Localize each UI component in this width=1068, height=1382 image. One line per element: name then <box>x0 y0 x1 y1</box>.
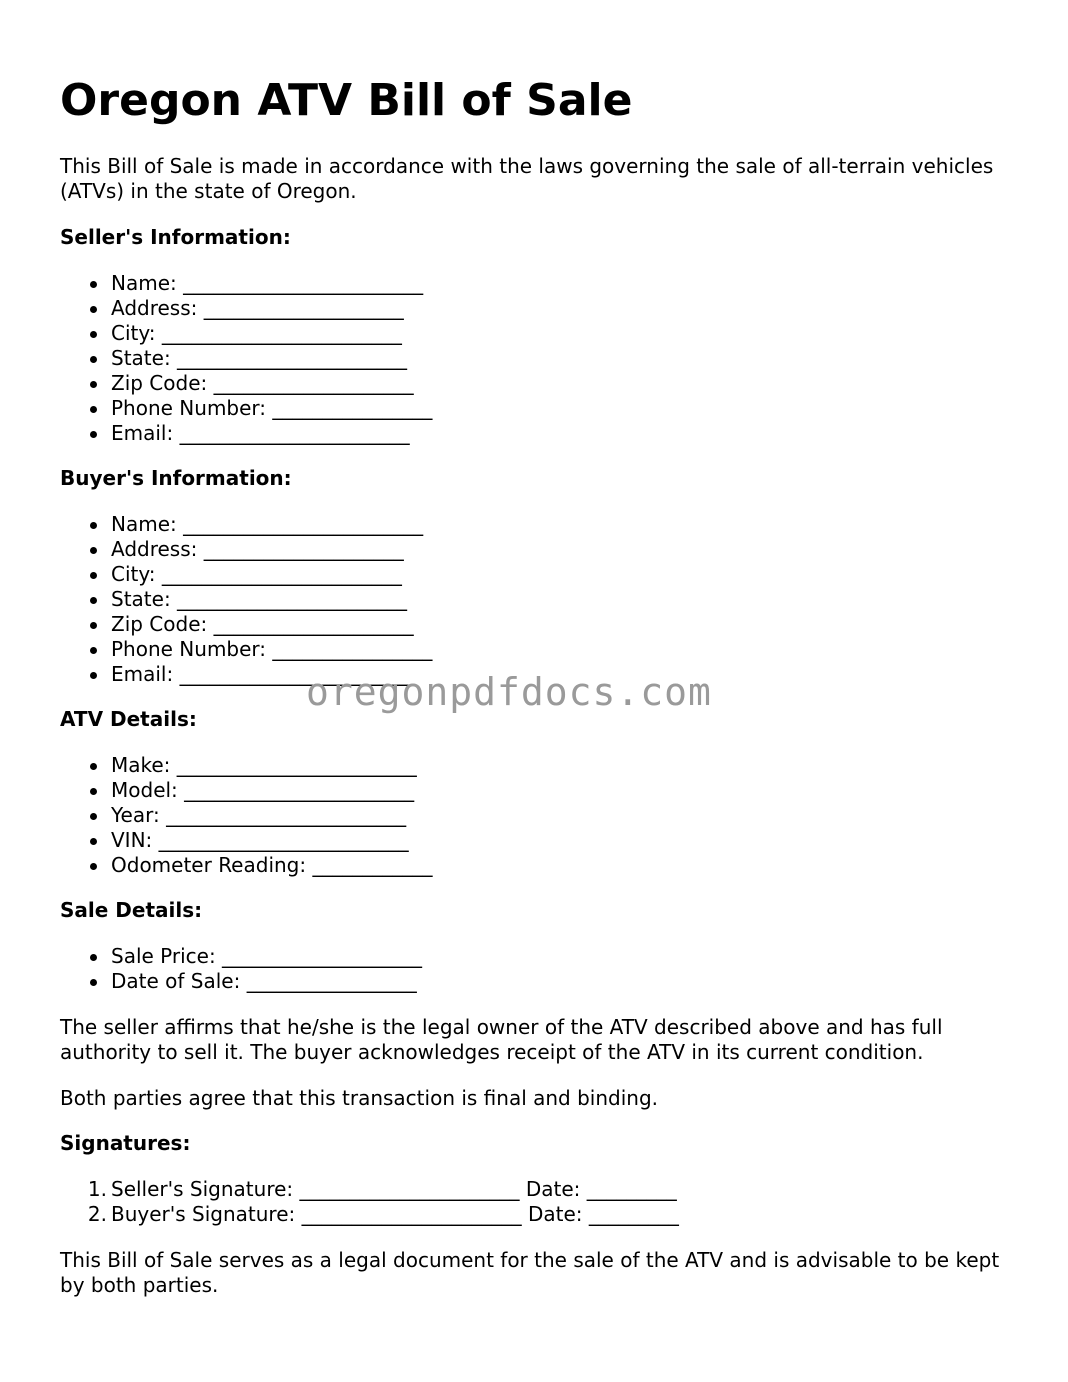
closing-paragraph: This Bill of Sale serves as a legal document for the sale of the ATV and is advisable to be kept by both parties. <box>60 1248 1000 1297</box>
buyer-signature-text: Buyer's Signature: ______________________ Date: _________ <box>111 1202 679 1226</box>
buyer-fields-list <box>60 512 432 687</box>
buyer-address-field: Address: ____________________ <box>60 537 432 562</box>
seller-name-field: Name: ________________________ <box>60 271 432 296</box>
page-title: Oregon ATV Bill of Sale <box>60 75 633 126</box>
buyer-signature-line <box>60 1202 679 1227</box>
atv-fields-list <box>60 753 432 878</box>
buyer-zip-field: Zip Code: ____________________ <box>60 612 432 637</box>
seller-zip-field: Zip Code: ____________________ <box>60 371 432 396</box>
final-paragraph: Both parties agree that this transaction is final and binding. <box>60 1086 659 1110</box>
sale-heading: Sale Details: <box>60 898 203 922</box>
sale-date-field: Date of Sale: _________________ <box>60 969 422 994</box>
list-number: 2. <box>87 1202 107 1226</box>
seller-city-field: City: ________________________ <box>60 321 432 346</box>
seller-email-field: Email: _______________________ <box>60 421 432 446</box>
seller-signature-text: Seller's Signature: ______________________ Date: _________ <box>111 1177 677 1201</box>
buyer-city-field: City: ________________________ <box>60 562 432 587</box>
buyer-heading: Buyer's Information: <box>60 466 292 490</box>
buyer-name-field: Name: ________________________ <box>60 512 432 537</box>
atv-odometer-field: Odometer Reading: ____________ <box>60 853 432 878</box>
sale-price-field: Sale Price: ____________________ <box>60 944 422 969</box>
signatures-heading: Signatures: <box>60 1131 191 1155</box>
atv-vin-field: VIN: _________________________ <box>60 828 432 853</box>
atv-model-field: Model: _______________________ <box>60 778 432 803</box>
buyer-state-field: State: _______________________ <box>60 587 432 612</box>
sale-fields-list <box>60 944 422 994</box>
seller-fields-list <box>60 271 432 446</box>
buyer-phone-field: Phone Number: ________________ <box>60 637 432 662</box>
watermark: oregonpdfdocs.com <box>306 670 712 714</box>
signatures-list <box>60 1177 679 1227</box>
affirmation-paragraph: The seller affirms that he/she is the legal owner of the ATV described above and has full authority to sell it. The buyer acknowledges receipt of the ATV in its current condition. <box>60 1015 943 1064</box>
seller-state-field: State: _______________________ <box>60 346 432 371</box>
seller-heading: Seller's Information: <box>60 225 291 249</box>
list-number: 1. <box>87 1177 107 1201</box>
atv-year-field: Year: ________________________ <box>60 803 432 828</box>
intro-paragraph: This Bill of Sale is made in accordance with the laws governing the sale of all-terrain vehicles (ATVs) in the state of Oregon. <box>60 154 994 203</box>
atv-heading: ATV Details: <box>60 707 197 731</box>
atv-make-field: Make: ________________________ <box>60 753 432 778</box>
buyer-email-field: Email: _______________________ <box>60 662 432 687</box>
seller-address-field: Address: ____________________ <box>60 296 432 321</box>
seller-signature-line <box>60 1177 679 1202</box>
seller-phone-field: Phone Number: ________________ <box>60 396 432 421</box>
